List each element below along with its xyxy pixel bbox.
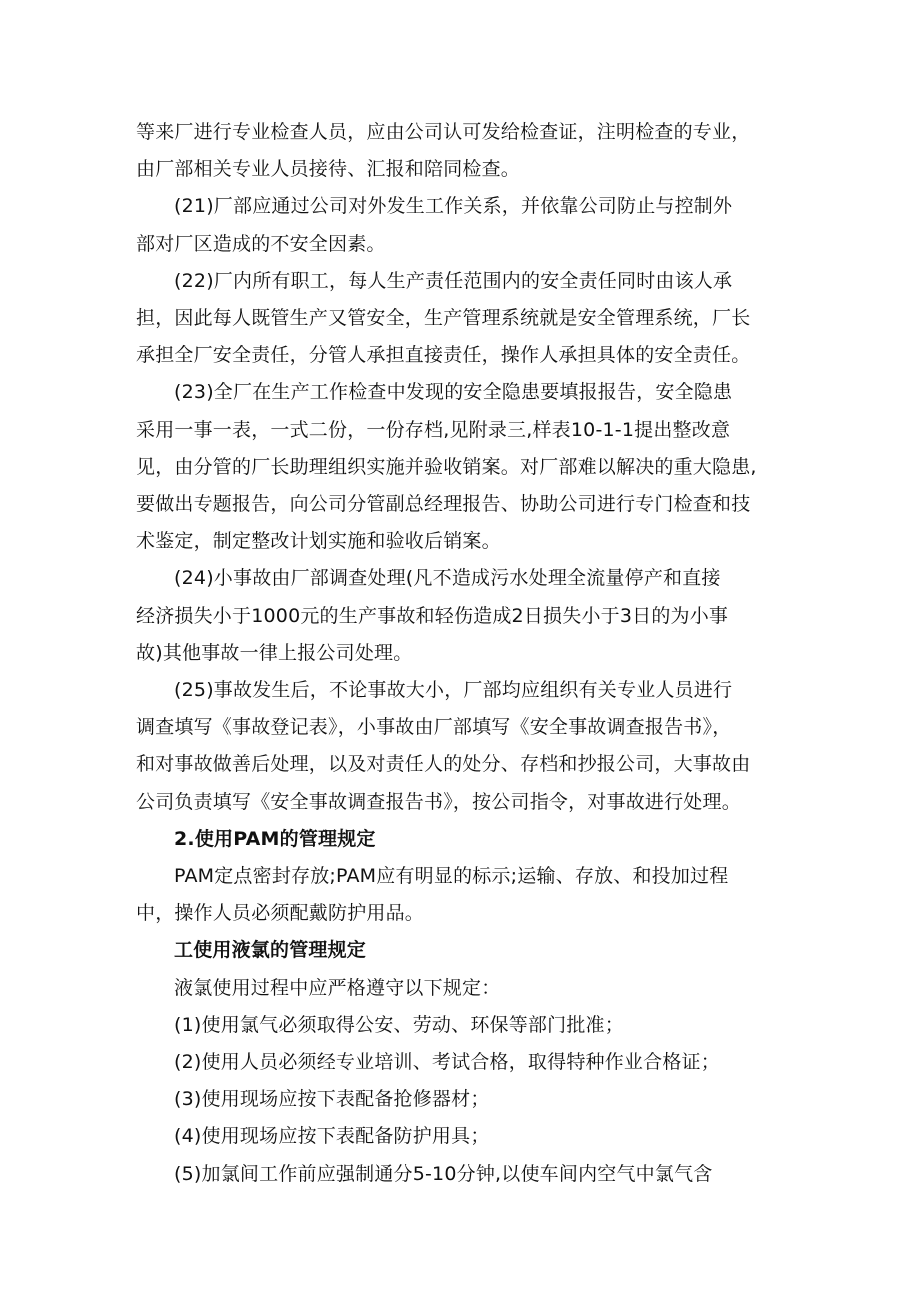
- text-line: 部对厂区造成的不安全因素。: [136, 232, 386, 255]
- text-line: 采用一事一表，一式二份，一份存档,见附录三,样表10-1-1提出整改意: [136, 418, 731, 441]
- text-line: 经济损失小于1000元的生产事故和轻伤造成2日损失小于3日的为小事: [136, 604, 729, 627]
- text-line: (21)厂部应通过公司对外发生工作关系，并依靠公司防止与控制外: [174, 195, 733, 218]
- paragraph-item-24: [136, 560, 810, 672]
- section-heading-pam: 2.使用PAM的管理规定: [174, 827, 376, 850]
- list-item-chlorine-3: (3)使用现场应按下表配备抢修器材；: [174, 1088, 490, 1111]
- text-line: 见，由分管的厂长助理组织实施并验收销案。对厂部难以解决的重大隐患,: [136, 455, 757, 478]
- text-line: 术鉴定，制定整改计划实施和验收后销案。: [136, 530, 501, 553]
- section-heading-chlorine: 工使用液氯的管理规定: [174, 939, 367, 962]
- text-line: 担，因此每人既管生产又管安全，生产管理系统就是安全管理系统，厂长: [136, 307, 751, 330]
- text-line: 故)其他事故一律上报公司处理。: [136, 641, 413, 664]
- text-line: (25)事故发生后，不论事故大小，厂部均应组织有关专业人员进行: [174, 679, 733, 702]
- paragraph-inspection: [136, 114, 810, 188]
- list-item-chlorine-4: (4)使用现场应按下表配备防护用具；: [174, 1125, 490, 1148]
- paragraph-item-25: [136, 672, 810, 821]
- paragraph-item-21: [136, 188, 810, 262]
- text-line: 要做出专题报告，向公司分管副总经理报告、协助公司进行专门检查和技: [136, 493, 751, 516]
- paragraph-pam: [136, 858, 810, 932]
- text-line: 中，操作人员必须配戴防护用品。: [136, 902, 425, 925]
- list-item-chlorine-1: (1)使用氯气必须取得公安、劳动、环保等部门批准；: [174, 1013, 624, 1036]
- text-line: 调查填写《事故登记表》，小事故由厂部填写《安全事故调查报告书》，: [136, 716, 732, 739]
- paragraph-item-22: [136, 263, 810, 375]
- text-line: (23)全厂在生产工作检查中发现的安全隐患要填报报告，安全隐患: [174, 381, 733, 404]
- text-line: PAM定点密封存放;PAM应有明显的标示;运输、存放、和投加过程: [174, 865, 729, 888]
- text-line: (22)厂内所有职工，每人生产责任范围内的安全责任同时由该人承: [174, 269, 733, 292]
- text-line: 公司负责填写《安全事故调查报告书》，按公司指令，对事故进行处理。: [136, 790, 741, 813]
- paragraph-chlorine-intro: 液氯使用过程中应严格遵守以下规定：: [174, 976, 501, 999]
- text-line: 由厂部相关专业人员接待、汇报和陪同检查。: [136, 158, 521, 181]
- paragraph-item-23: [136, 374, 810, 560]
- text-line: 和对事故做善后处理，以及对责任人的处分、存档和抄报公司，大事故由: [136, 753, 751, 776]
- list-item-chlorine-2: (2)使用人员必须经专业培训、考试合格，取得特种作业合格证；: [174, 1051, 720, 1074]
- list-item-chlorine-5: (5)加氯间工作前应强制通分5-10分钟,以使车间内空气中氯气含: [174, 1162, 713, 1185]
- text-line: 承担全厂安全责任，分管人承担直接责任，操作人承担具体的安全责任。: [136, 344, 751, 367]
- text-line: (24)小事故由厂部调查处理(凡不造成污水处理全流量停产和直接: [174, 567, 721, 590]
- text-line: 等来厂进行专业检查人员，应由公司认可发给检查证，注明检查的专业，: [136, 121, 751, 143]
